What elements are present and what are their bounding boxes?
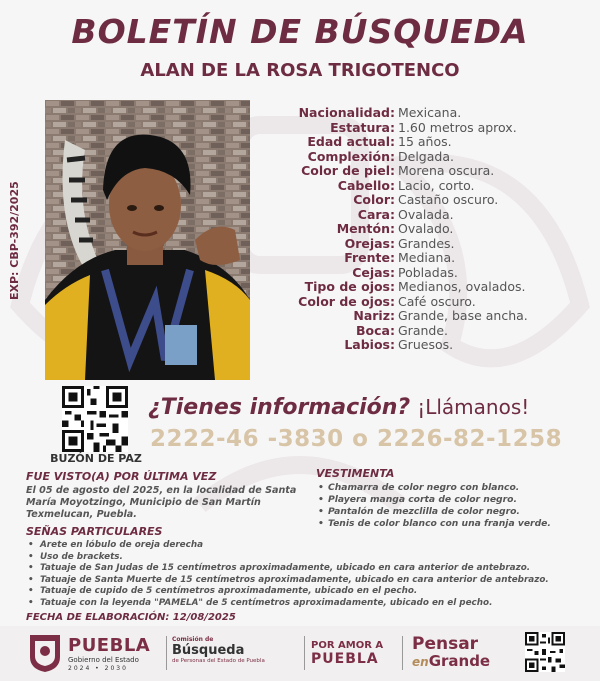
list-item: • Pantalón de mezclilla de color negro.	[316, 506, 596, 518]
attr-nacionalidad	[262, 106, 592, 121]
clothing-section	[316, 467, 596, 530]
comision-tiny: de Personas del Estado de Puebla	[172, 658, 265, 664]
contact-phone-numbers[interactable]: 2222-46 -3830 o 2226-82-1258	[150, 426, 563, 452]
attr-label: Tipo de ojos:	[304, 279, 395, 294]
comision-busqueda-logo	[172, 636, 302, 664]
distinguishing-marks-section	[26, 525, 596, 610]
attr-label: Cabello:	[337, 177, 395, 193]
attr-value: Lacio, corto.	[398, 177, 475, 193]
comision-small: Comisión de	[172, 636, 214, 643]
last-seen-heading: FUE VISTO(A) POR ÚLTIMA VEZ	[26, 470, 217, 483]
attr-value: Delgada.	[398, 148, 454, 164]
puebla-subtitle: Gobierno del Estado	[68, 656, 139, 664]
attr-value: Grande.	[398, 322, 449, 338]
puebla-wordmark: PUEBLA	[68, 635, 151, 656]
marks-list	[26, 540, 596, 610]
attr-value: Café oscuro.	[398, 293, 476, 309]
case-number: EXP: CBP-392/2025	[8, 181, 21, 300]
poramor-line1: POR AMOR A	[311, 640, 384, 651]
poramor-line2: PUEBLA	[311, 651, 379, 667]
last-seen-text: El 05 de agosto del 2025, en la localidad de Santa María Moyotzingo, Municipio de San Martín Texmelucan, Puebla.	[26, 485, 297, 520]
comision-big: Búsqueda	[172, 643, 245, 658]
attr-value: Grandes.	[398, 235, 455, 251]
buzon-label: BUZÓN DE PAZ	[50, 452, 142, 465]
footer-qr-code[interactable]	[525, 632, 565, 672]
list-item: • Tenis de color blanco con una franja verde.	[316, 518, 596, 530]
list-item: • Tatuaje de Santa Muerte de 15 centímetros aproximadamente, ubicado en cara anterior de antebrazo.	[26, 575, 596, 587]
attr-value: Mexicana.	[398, 105, 462, 120]
attr-label: Frente:	[344, 250, 395, 265]
attr-value: Ovalado.	[398, 221, 454, 236]
attr-label: Cara:	[357, 206, 395, 222]
attr-cabello	[262, 179, 592, 194]
contact-call-to-action	[148, 395, 598, 420]
pensar-grande: Grande	[428, 652, 491, 670]
attr-value: 1.60 metros aprox.	[398, 119, 517, 135]
attr-label: Labios:	[344, 337, 395, 352]
attr-edad	[262, 135, 592, 150]
attr-value: Castaño oscuro.	[398, 192, 499, 207]
puebla-years: 2024 • 2030	[68, 665, 128, 672]
pensar-en: en	[412, 655, 429, 669]
attr-value: Ovalada.	[398, 206, 454, 222]
creation-date: FECHA DE ELABORACIÓN: 12/08/2025	[26, 612, 236, 623]
pensar-line2	[412, 653, 512, 671]
attr-nariz	[262, 309, 592, 324]
attr-label: Cejas:	[352, 264, 395, 280]
clothing-list	[316, 482, 596, 530]
contact-question: ¿Tienes información?	[148, 395, 411, 420]
missing-person-name: ALAN DE LA ROSA TRIGOTENCO	[140, 60, 460, 81]
attr-value: Pobladas.	[398, 264, 458, 280]
bulletin-title: BOLETÍN DE BÚSQUEDA	[71, 12, 529, 51]
attr-label: Edad actual:	[307, 134, 395, 149]
attr-cara	[262, 208, 592, 223]
attr-label: Color:	[353, 192, 395, 207]
attr-value: Morena oscura.	[398, 163, 495, 178]
attr-label: Boca:	[356, 322, 395, 338]
attr-boca	[262, 324, 592, 339]
list-item: • Playera manga corta de color negro.	[316, 494, 596, 506]
puebla-government-logo	[28, 633, 168, 675]
attr-cejas	[262, 266, 592, 281]
buzon-qr-code[interactable]	[62, 386, 128, 452]
attr-label: Color de ojos:	[298, 293, 395, 309]
attr-label: Color de piel:	[301, 163, 395, 178]
attr-value: Medianos, ovalados.	[398, 279, 526, 294]
pensar-en-grande-logo	[412, 636, 512, 671]
puebla-shield-icon	[28, 633, 62, 673]
attr-value: Gruesos.	[398, 337, 454, 352]
attr-label: Complexión:	[307, 148, 395, 164]
attr-label: Nacionalidad:	[298, 105, 395, 120]
list-item: • Chamarra de color negro con blanco.	[316, 482, 596, 494]
list-item: • Uso de brackets.	[26, 552, 596, 564]
list-item: • Tatuaje con la leyenda "PAMELA" de 5 centímetros aproximadamente, ubicado en el pecho.	[26, 598, 596, 610]
marks-heading: SEÑAS PARTICULARES	[26, 525, 163, 538]
attr-orejas	[262, 237, 592, 252]
footer-divider	[304, 636, 305, 670]
clothing-heading: VESTIMENTA	[316, 467, 395, 480]
attr-tipo-ojos	[262, 280, 592, 295]
pensar-line1: Pensar	[412, 634, 479, 654]
physical-description	[262, 106, 592, 353]
attr-value: Grande, base ancha.	[398, 308, 528, 323]
attr-value: 15 años.	[398, 134, 452, 149]
attr-label: Estatura:	[330, 119, 395, 135]
list-item: • Tatuaje de San Judas de 15 centímetros aproximadamente, ubicado en cara anterior de antebrazo.	[26, 563, 596, 575]
attr-complexion	[262, 150, 592, 165]
list-item: • Arete en lóbulo de oreja derecha	[26, 540, 596, 552]
attr-label: Orejas:	[344, 235, 395, 251]
last-seen-section	[26, 470, 316, 521]
contact-call: ¡Llámanos!	[417, 395, 530, 419]
por-amor-a-puebla-logo	[311, 640, 391, 667]
attr-label: Nariz:	[353, 308, 395, 323]
attr-estatura	[262, 121, 592, 136]
list-item: • Tatuaje de cupido de 5 centímetros aproximadamente, ubicado en el pecho.	[26, 586, 596, 598]
attr-frente	[262, 251, 592, 266]
footer-divider	[402, 636, 403, 670]
attr-menton	[262, 222, 592, 237]
attr-label: Mentón:	[336, 221, 395, 236]
attr-labios	[262, 338, 592, 353]
attr-color-piel	[262, 164, 592, 179]
missing-person-photo	[45, 100, 250, 380]
attr-value: Mediana.	[398, 250, 456, 265]
attr-color	[262, 193, 592, 208]
attr-color-ojos	[262, 295, 592, 310]
footer-divider	[166, 636, 167, 670]
